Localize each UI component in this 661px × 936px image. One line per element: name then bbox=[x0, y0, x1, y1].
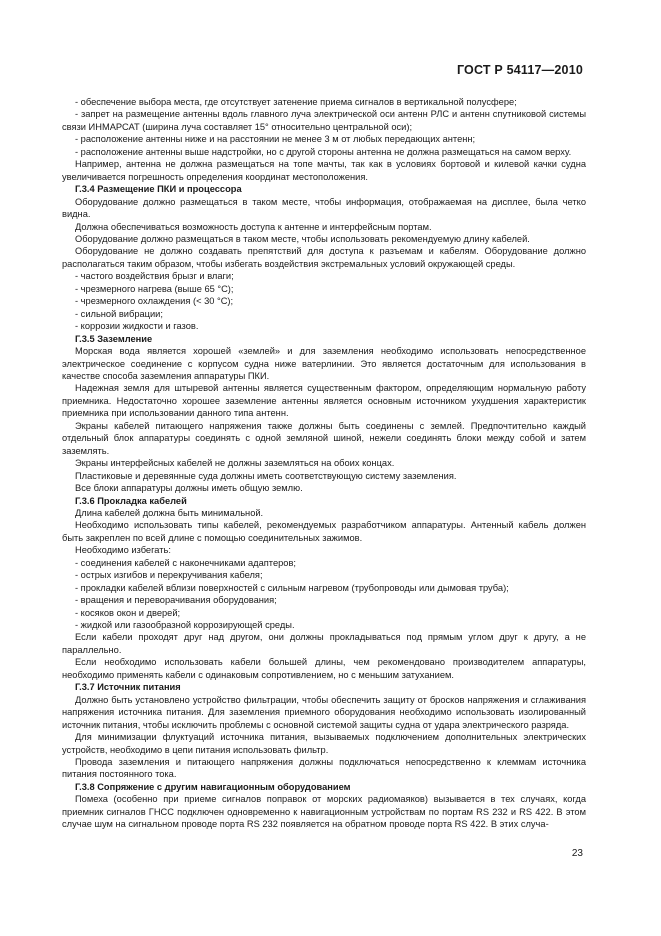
paragraph: Все блоки аппаратуры должны иметь общую землю. bbox=[75, 483, 303, 494]
paragraph: Экраны кабелей питающего напряжения также должны быть соединены с землей. Предпочтительно каждый отдельный блок аппаратуры соединять с одной земляной шиной, нежели соединять блоки между собой и затем заземлять. bbox=[62, 420, 586, 456]
paragraph: Оборудование должно размещаться в таком месте, чтобы информация, отображаемая на дисплее, была четко видна. bbox=[62, 196, 586, 220]
list-item: - соединения кабелей с наконечниками адаптеров; bbox=[75, 557, 296, 568]
paragraph: Например, антенна не должна размещаться на топе мачты, так как в условиях бортовой и килевой качки судна увеличивается погрешность определения координат местоположения. bbox=[62, 159, 586, 182]
paragraph: Морская вода является хорошей «землей» и для заземления необходимо использовать непосредственное электрическое соединение с корпусом судна ниже ватерлинии. Это является достаточным для использования в качестве способа заземления аппаратуры ПКИ. bbox=[62, 346, 586, 381]
paragraph: Должно быть установлено устройство фильтрации, чтобы обеспечить защиту от бросков напряжения и сглаживания напряжения источника питания. Для заземления приемного оборудования необходимо использовать изолированный источник питания, чтобы исключить проблемы с основной системой защиты судна от удара электрического разряда. bbox=[62, 694, 586, 730]
section-heading: Г.3.6 Прокладка кабелей bbox=[75, 495, 187, 506]
list-item: - частого воздействия брызг и влаги; bbox=[75, 271, 234, 282]
list-item: - прокладки кабелей вблизи поверхностей с сильным нагревом (трубопроводы или дымовая труба); bbox=[75, 582, 509, 593]
paragraph: Экраны интерфейсных кабелей не должны заземляться на обоих концах. bbox=[75, 458, 395, 469]
page-number: 23 bbox=[571, 848, 583, 859]
section-heading: Г.3.5 Заземление bbox=[75, 333, 153, 344]
paragraph: Надежная земля для штыревой антенны является существенным фактором, определяющим нормальную работу приемника. Недостаточно хорошее заземление антенны является основным источником ухудшения характеристик приемника при использовании данного типа антенн. bbox=[62, 383, 586, 419]
section-heading: Г.3.4 Размещение ПКИ и процессора bbox=[75, 184, 242, 195]
paragraph: Длина кабелей должна быть минимальной. bbox=[75, 507, 264, 518]
paragraph: Оборудование не должно создавать препятствий для доступа к разъемам и кабелям. Оборудование должно располагаться таким образом, чтобы избегать воздействия экстремальных условий окружающей среды. bbox=[62, 246, 586, 269]
paragraph: Провода заземления и питающего напряжения должны подключаться непосредственно к клеммам источника питания постоянного тока. bbox=[62, 757, 586, 780]
paragraph: - расположение антенны выше надстройки, но с другой стороны антенна не должна размещаться на самом верху. bbox=[75, 146, 572, 157]
paragraph: - обеспечение выбора места, где отсутствует затенение приема сигналов в вертикальной полусфере; bbox=[75, 97, 517, 107]
list-item: - сильной вибрации; bbox=[75, 308, 163, 319]
paragraph: Если необходимо использовать кабели большей длины, чем рекомендовано производителем аппаратуры, необходимо применять кабели с одинаковым сопротивлением, но с меньшим затуханием. bbox=[62, 657, 586, 680]
list-item: - коррозии жидкости и газов. bbox=[75, 321, 199, 332]
list-item: - вращения и переворачивания оборудования; bbox=[75, 595, 277, 606]
paragraph: Оборудование должно размещаться в таком месте, чтобы использовать рекомендуемую длину кабелей. bbox=[75, 233, 530, 244]
list-item: - чрезмерного нагрева (выше 65 °C); bbox=[75, 283, 234, 294]
list-item: - жидкой или газообразной коррозирующей среды. bbox=[75, 620, 295, 631]
paragraph: Необходимо использовать типы кабелей, рекомендуемых разработчиком аппаратуры. Антенный кабель должен быть закреплен по всей длине с помощью соединительных зажимов. bbox=[62, 520, 586, 543]
paragraph: Пластиковые и деревянные суда должны иметь соответствующую систему заземления. bbox=[75, 470, 457, 481]
paragraph: Должна обеспечиваться возможность доступа к антенне и интерфейсным портам. bbox=[75, 221, 432, 232]
paragraph: Необходимо избегать: bbox=[75, 545, 171, 556]
paragraph: - запрет на размещение антенны вдоль главного луча электрической оси антенн РЛС и антенн спутниковой системы связи ИНМАРСАТ (ширина луча составляет 15° относительно центральной оси); bbox=[62, 109, 586, 132]
section-heading: Г.3.7 Источник питания bbox=[75, 682, 181, 693]
section-heading: Г.3.8 Сопряжение с другим навигационным оборудованием bbox=[75, 781, 351, 792]
body-text bbox=[62, 96, 586, 831]
list-item: - чрезмерного охлаждения (< 30 °C); bbox=[75, 296, 234, 307]
standard-header: ГОСТ Р 54117—2010 bbox=[456, 63, 583, 77]
list-item: - острых изгибов и перекручивания кабеля; bbox=[75, 570, 263, 581]
paragraph: Помеха (особенно при приеме сигналов поправок от морских радиомаяков) вызывается в тех случаях, когда приемник сигналов ГНСС подключен одновременно к навигационным устройствам по портам RS 232 и RS 422. В этом случае шум на сигнальном проводе порта RS 232 появляется на обратном проводе порта RS 422. В этих случа- bbox=[62, 794, 586, 830]
list-item: - косяков окон и дверей; bbox=[75, 607, 181, 618]
paragraph: - расположение антенны ниже и на расстоянии не менее 3 м от любых передающих антенн; bbox=[75, 134, 476, 145]
paragraph: Для минимизации флуктуаций источника питания, вызываемых подключением дополнительных электрических устройств, необходимо в цепи питания использовать фильтр. bbox=[62, 732, 586, 755]
paragraph: Если кабели проходят друг над другом, они должны прокладываться под прямым углом друг к другу, а не параллельно. bbox=[62, 632, 586, 655]
